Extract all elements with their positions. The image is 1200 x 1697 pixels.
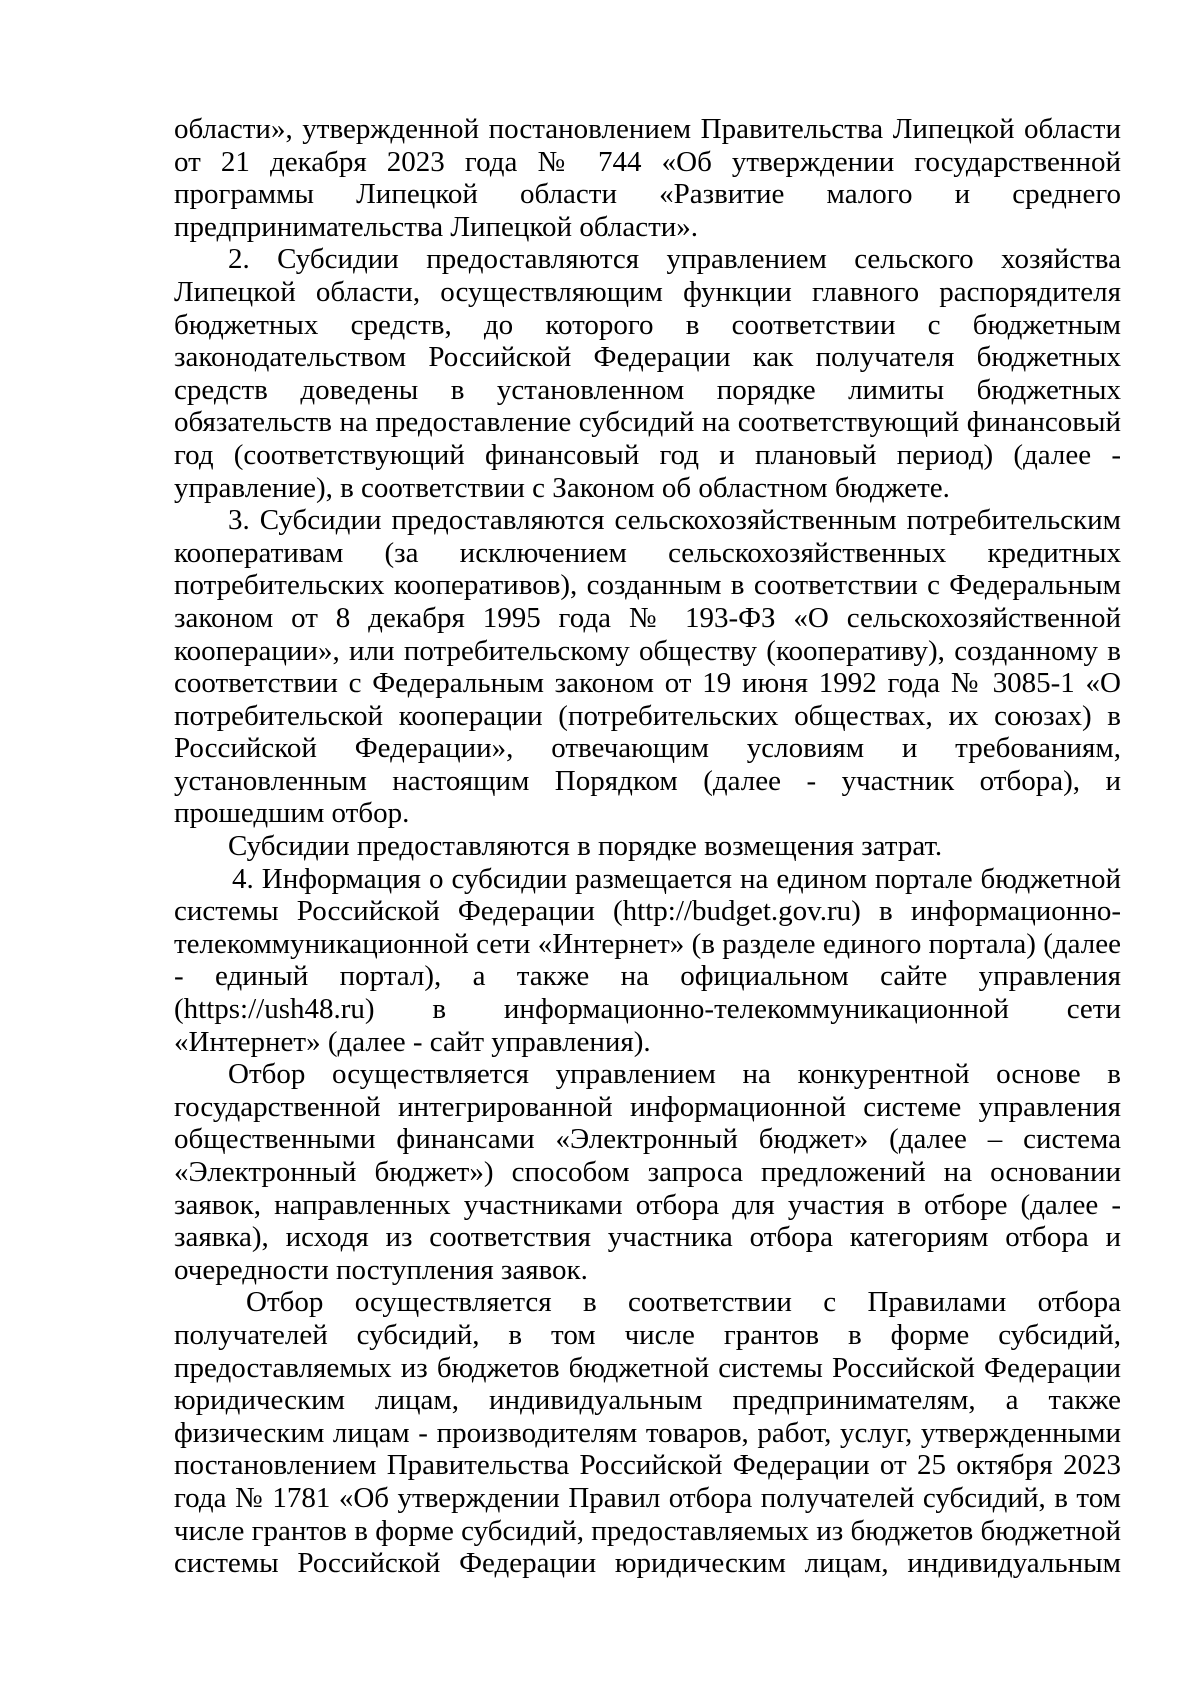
paragraph-selection-process: Отбор осуществляется управлением на конкурентной основе в государственной интегрированной информационной системе управления общественными финансами «Электронный бюджет» (далее – система «Электронный бюджет») способом запроса предложений на основании заявок, направленных участниками отбора для участия в отборе (далее - заявка), исходя из соответствия участника отбора категориям отбора и очередности поступления заявок. <box>174 1058 1121 1286</box>
paragraph-item-4: 4. Информация о субсидии размещается на едином портале бюджетной системы Российской Федерации (http://budget.gov.ru) в информационно-телекоммуникационной сети «Интернет» (в разделе единого портала) (далее - единый портал), а также на официальном сайте управления (https://ush48.ru) в информационно-телекоммуникационной сети «Интернет» (далее - сайт управления). <box>174 862 1121 1058</box>
paragraph-reimbursement-note: Субсидии предоставляются в порядке возмещения затрат. <box>228 830 943 863</box>
document-body <box>174 113 1121 1580</box>
paragraph-item-3: 3. Субсидии предоставляются сельскохозяйственным потребительским кооперативам (за исключением сельскохозяйственных кредитных потребительских кооперативов), созданным в соответствии с Федеральным законом от 8 декабря 1995 года № 193-ФЗ «О сельскохозяйственной кооперации», или потребительскому обществу (кооперативу), созданному в соответствии с Федеральным законом от 19 июня 1992 года № 3085-1 «О потребительской кооперации (потребительских обществах, их союзах) в Российской Федерации», отвечающим условиям и требованиям, установленным настоящим Порядком (далее - участник отбора), и прошедшим отбор. <box>174 504 1121 830</box>
paragraph-item-2: 2. Субсидии предоставляются управлением сельского хозяйства Липецкой области, осуществляющим функции главного распорядителя бюджетных средств, до которого в соответствии с бюджетным законодательством Российской Федерации как получателя бюджетных средств доведены в установленном порядке лимиты бюджетных обязательств на предоставление субсидий на соответствующий финансовый год (соответствующий финансовый год и плановый период) (далее - управление), в соответствии с Законом об областном бюджете. <box>174 243 1121 504</box>
paragraph-selection-rules: Отбор осуществляется в соответствии с Правилами отбора получателей субсидий, в том числе грантов в форме субсидий, предоставляемых из бюджетов бюджетной системы Российской Федерации юридическим лицам, индивидуальным предпринимателям, а также физическим лицам - производителям товаров, работ, услуг, утвержденными постановлением Правительства Российской Федерации от 25 октября 2023 года № 1781 «Об утверждении Правил отбора получателей субсидий, в том числе грантов в форме субсидий, предоставляемых из бюджетов бюджетной системы Российской Федерации юридическим лицам, индивидуальным <box>174 1286 1121 1580</box>
paragraph-continuation: области», утвержденной постановлением Правительства Липецкой области от 21 декабря 2023 года № 744 «Об утверждении государственной программы Липецкой области «Развитие малого и среднего предпринимательства Липецкой области». <box>174 113 1121 243</box>
